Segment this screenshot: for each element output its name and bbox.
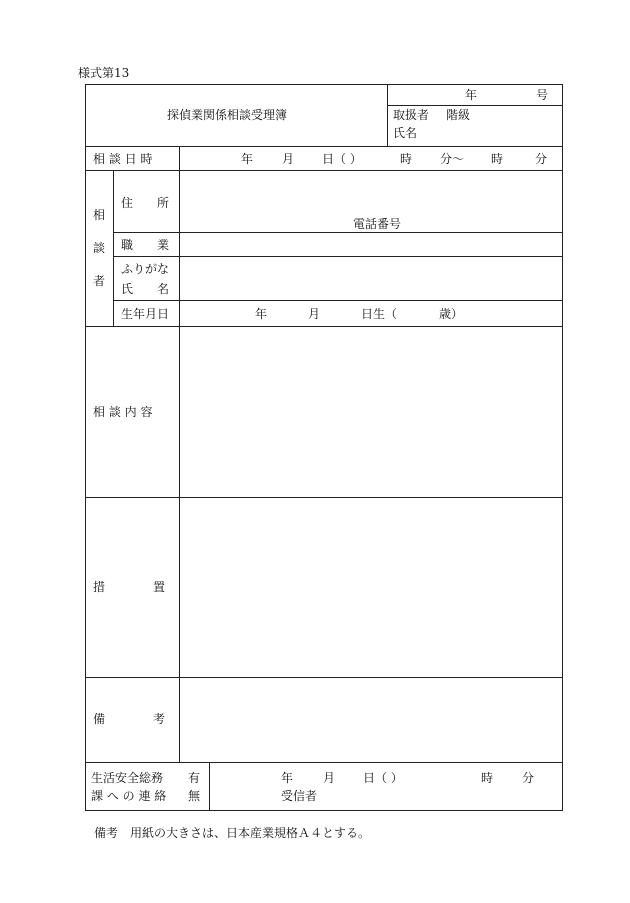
row-line-address [113,232,563,233]
consultation-register-form [85,84,563,811]
contact-label-line2: 課 へ の 連 絡 [91,789,167,803]
outer-border-right [562,84,563,811]
row-line-measures [85,677,563,678]
row-line-content [85,497,563,498]
birthdate-label: 生年月日 [121,307,170,321]
form-number: 様式第13 [78,66,130,80]
contact-yes-no-divider [209,762,210,810]
consult-datetime-label: 相 談 日 時 [93,152,153,166]
row-line-name [113,300,563,301]
consult-minute-end: 分 [535,152,548,166]
label-column-divider [179,146,180,763]
consultant-char-1: 相 [93,208,106,222]
year-label: 年 [465,88,478,102]
consult-hour: 時 [400,152,413,166]
address-label: 住 所 [121,196,170,210]
occupation-label: 職 業 [121,238,170,252]
outer-border-left [85,84,86,811]
furigana-label: ふりがな [121,262,170,276]
consult-day: 日（ ） [322,152,362,166]
row-line-header [85,146,563,147]
consultation-content-label: 相 談 内 容 [93,405,153,419]
rank-label: 階級 [446,108,471,122]
consultant-char-3: 者 [93,274,106,288]
footnote: 備考 用紙の大きさは、日本産業規格Ａ４とする。 [94,826,371,840]
consultant-group-divider [113,170,114,326]
consultant-name-label: 氏 名 [121,282,170,296]
consult-hour-end: 時 [491,152,504,166]
consult-month: 月 [282,152,295,166]
header-number-divider [387,105,562,106]
handler-label: 取扱者 [393,108,430,122]
age-label: 歳） [439,307,464,321]
contact-day: 日（ ） [363,771,403,785]
number-label: 号 [536,88,549,102]
row-line-remarks [85,762,563,763]
contact-label-line1: 生活安全総務 [91,771,164,785]
contact-hour: 時 [481,771,494,785]
row-line-occupation [113,256,563,257]
register-title: 探偵業関係相談受理簿 [167,108,288,122]
birth-month: 月 [308,307,321,321]
contact-yes: 有 [188,771,201,785]
outer-border-bottom [85,810,563,811]
handler-name-label: 氏名 [393,126,418,140]
row-line-datetime [85,170,563,171]
contact-month: 月 [323,771,336,785]
remarks-label: 備 考 [93,712,166,726]
birth-day: 日生（ [361,307,398,321]
phone-number-label: 電話番号 [353,217,402,231]
row-line-birth [85,326,563,327]
consult-year: 年 [241,152,254,166]
measures-label: 措 置 [93,580,166,594]
header-divider [387,84,388,146]
receiver-label: 受信者 [281,789,318,803]
contact-no: 無 [188,789,201,803]
contact-minute: 分 [522,771,535,785]
outer-border-top [85,84,563,85]
consult-minute: 分～ [440,152,465,166]
consultant-char-2: 談 [93,241,106,255]
contact-year: 年 [281,771,294,785]
birth-year: 年 [255,307,268,321]
